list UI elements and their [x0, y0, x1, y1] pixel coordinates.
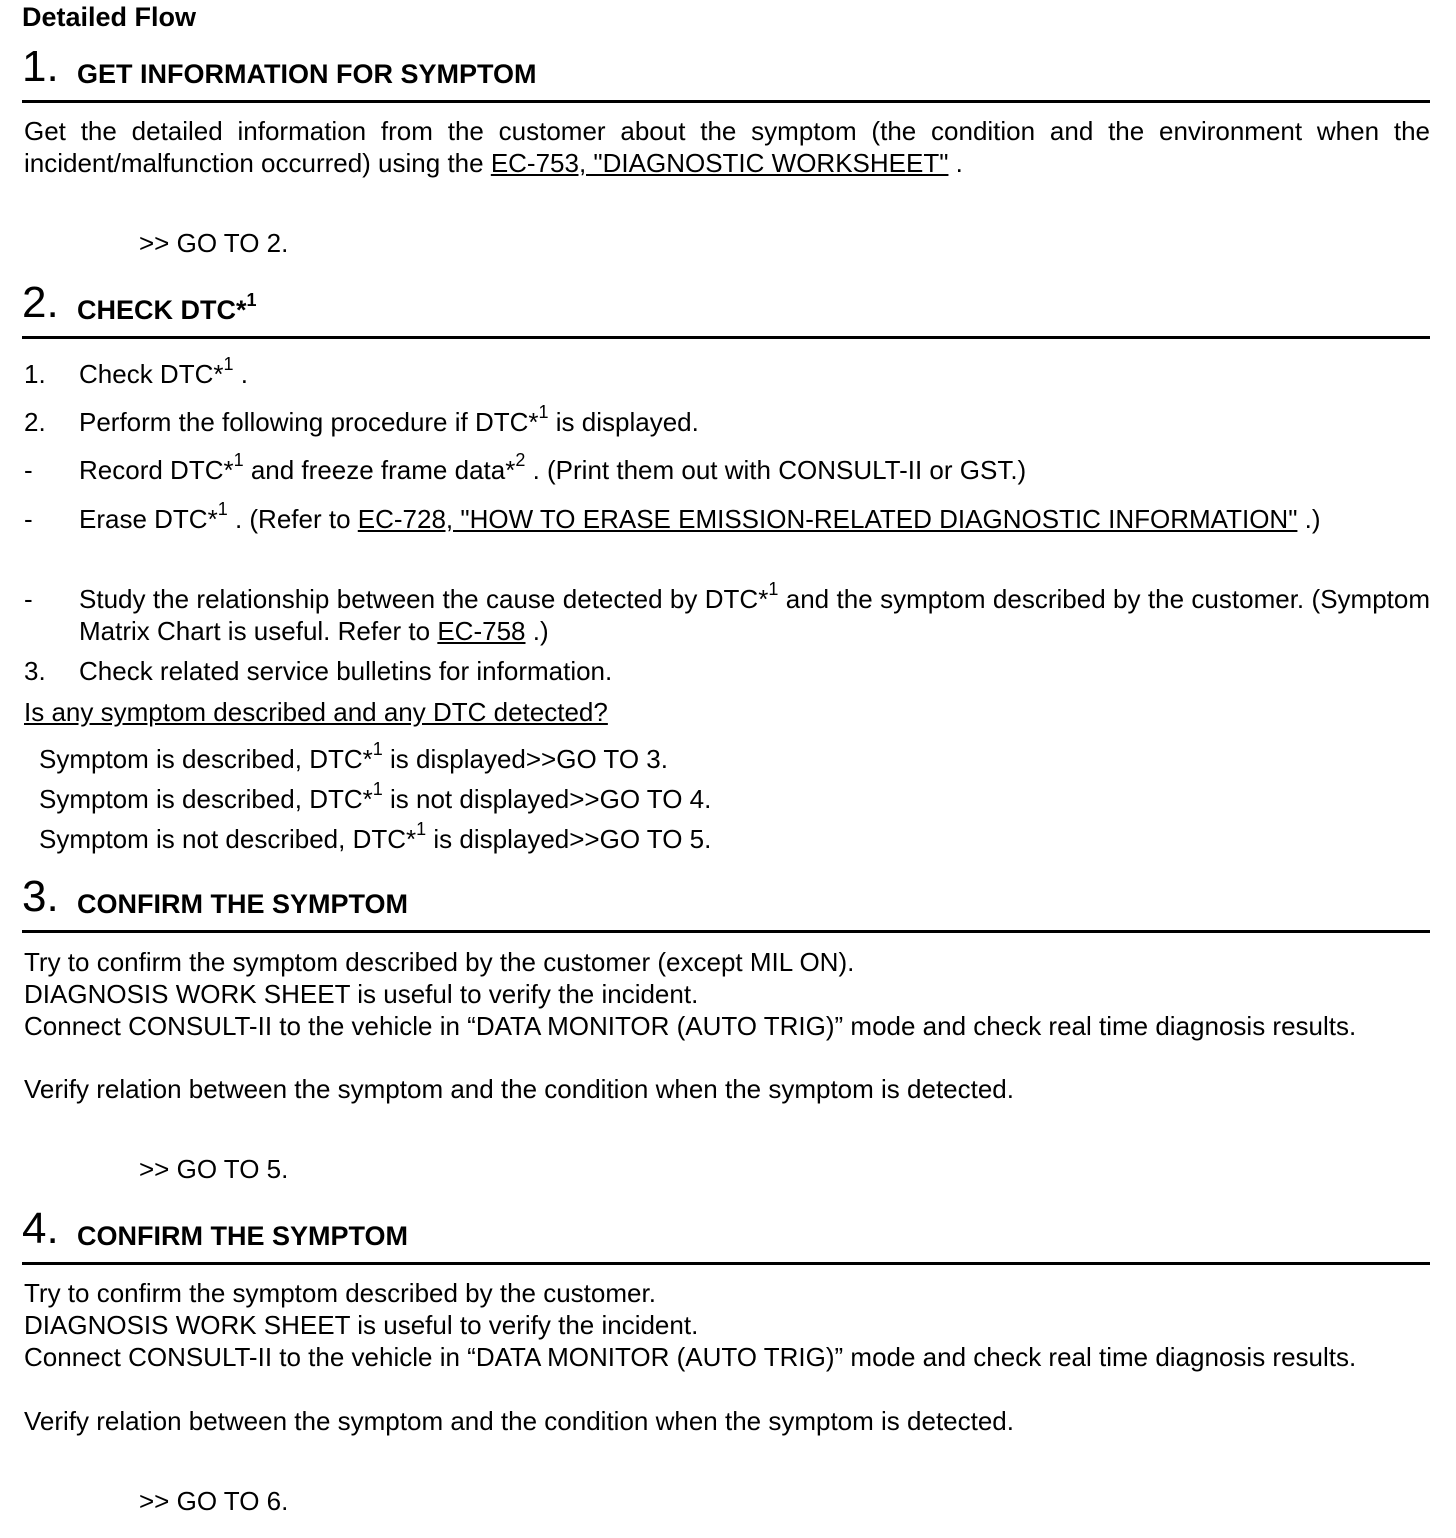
list-item: 1. Check DTC*$^1$ .	[24, 354, 248, 389]
decision-answer: Symptom is not described, DTC*$^1$ is displayed>>GO TO 5.	[39, 819, 712, 854]
step-3-number: 3.	[22, 872, 59, 921]
step-2-number: 2.	[22, 278, 59, 327]
list-item: 2. Perform the following procedure if DTC*$^1$ is displayed.	[24, 402, 699, 437]
diagnostic-worksheet-link[interactable]: EC-753, "DIAGNOSTIC WORKSHEET"	[490, 148, 949, 178]
step-3-line: DIAGNOSIS WORK SHEET is useful to verify the incident.	[24, 979, 699, 1009]
list-item: - Study the relationship between the cause detected by DTC*$^1$ and the symptom described by the customer. (Symptom Matrix Chart is useful. Refer to EC-758 .)	[24, 579, 1430, 646]
step-1-title: GET INFORMATION FOR SYMPTOM	[77, 59, 537, 89]
step-4-goto: >> GO TO 6.	[139, 1486, 289, 1516]
step-3-line: Connect CONSULT-II to the vehicle in “DATA MONITOR (AUTO TRIG)” mode and check real time diagnosis results.	[24, 1011, 1357, 1041]
decision-answer: Symptom is described, DTC*$^1$ is not displayed>>GO TO 4.	[39, 779, 712, 814]
decision-question: Is any symptom described and any DTC detected?	[24, 697, 608, 727]
decision-answer: Symptom is described, DTC*$^1$ is displayed>>GO TO 3.	[39, 739, 668, 774]
list-item: - Record DTC*$^1$ and freeze frame data*$^2$ . (Print them out with CONSULT-II or GST.)	[24, 450, 1027, 485]
erase-diagnostic-info-link[interactable]: EC-728, "HOW TO ERASE EMISSION-RELATED DIAGNOSTIC INFORMATION"	[357, 504, 1298, 534]
step-3-line: Try to confirm the symptom described by the customer (except MIL ON).	[24, 947, 855, 977]
step-3-title: CONFIRM THE SYMPTOM	[77, 889, 409, 919]
page-title: Detailed Flow	[22, 2, 197, 32]
step-4-line: Verify relation between the symptom and the condition when the symptom is detected.	[24, 1406, 1014, 1436]
step-1-header	[22, 42, 1430, 103]
step-4-line: DIAGNOSIS WORK SHEET is useful to verify the incident.	[24, 1310, 699, 1340]
list-item: - Erase DTC*$^1$ . (Refer to EC-728, "HOW TO ERASE EMISSION-RELATED DIAGNOSTIC INFORMATION" .)	[24, 499, 1321, 534]
step-1-paragraph: Get the detailed information from the customer about the symptom (the condition and the environment when the incident/malfunction occurred) using the EC-753, "DIAGNOSTIC WORKSHEET" .	[24, 116, 1430, 178]
step-3-line: Verify relation between the symptom and the condition when the symptom is detected.	[24, 1074, 1014, 1104]
list-item: 3. Check related service bulletins for information.	[24, 656, 613, 686]
step-3-header	[22, 872, 1430, 933]
symptom-matrix-link[interactable]: EC-758	[437, 616, 526, 646]
step-1-number: 1.	[22, 42, 59, 91]
step-2-header	[22, 278, 1430, 339]
step-4-line: Try to confirm the symptom described by the customer.	[24, 1278, 656, 1308]
step-3-goto: >> GO TO 5.	[139, 1154, 289, 1184]
step-4-title: CONFIRM THE SYMPTOM	[77, 1221, 409, 1251]
step-1-goto: >> GO TO 2.	[139, 228, 289, 258]
step-4-line: Connect CONSULT-II to the vehicle in “DATA MONITOR (AUTO TRIG)” mode and check real time diagnosis results.	[24, 1342, 1357, 1372]
step-4-number: 4.	[22, 1204, 59, 1253]
step-2-title: CHECK DTC*$^1$	[77, 290, 257, 325]
step-4-header	[22, 1204, 1430, 1265]
